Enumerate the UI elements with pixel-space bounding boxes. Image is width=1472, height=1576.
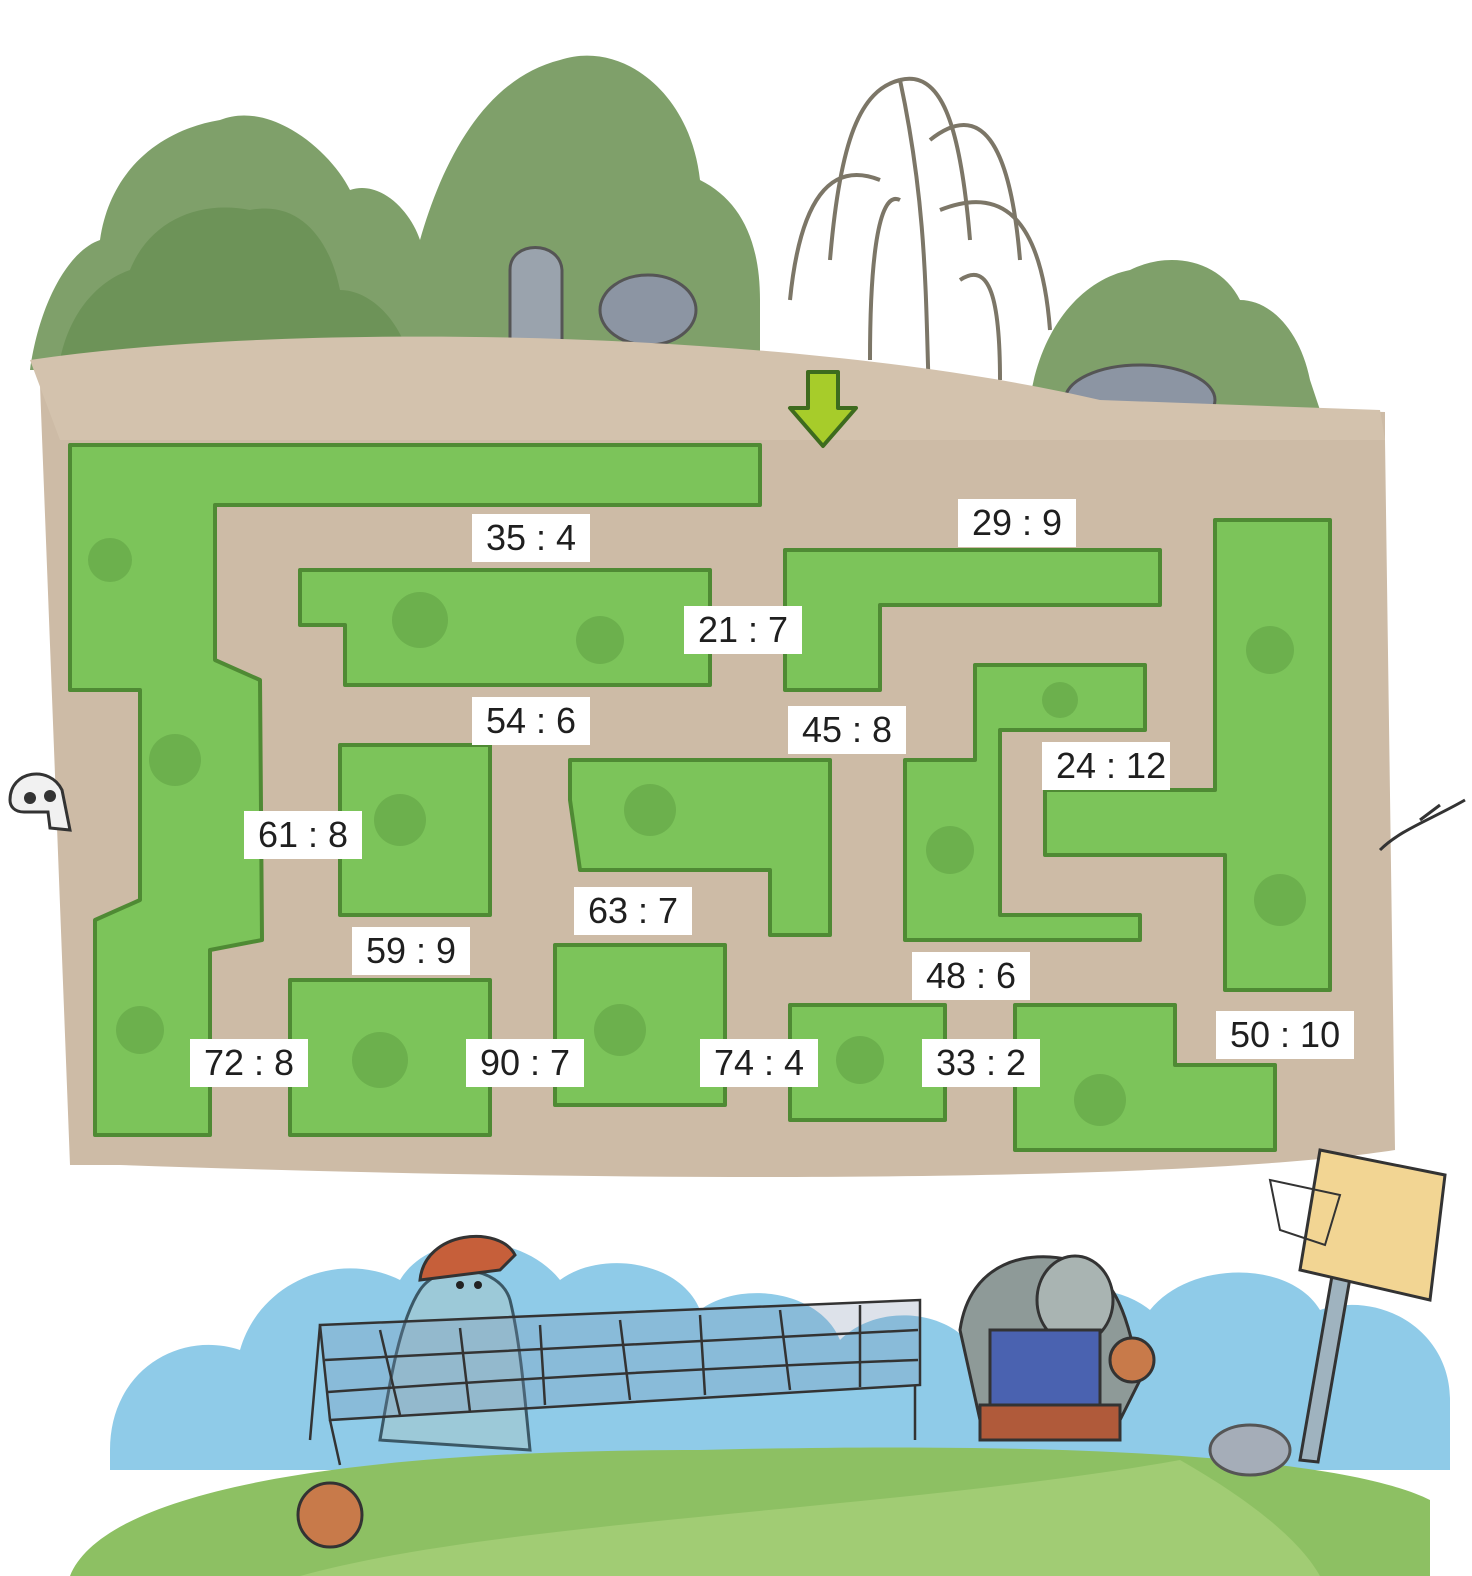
division-label: 29 : 9 [958,499,1076,547]
rock-top [600,275,696,345]
division-label: 74 : 4 [700,1039,818,1087]
division-label: 63 : 7 [574,887,692,935]
division-label: 33 : 2 [922,1039,1040,1087]
division-label: 61 : 8 [244,811,362,859]
rock-bottom [1210,1425,1290,1475]
hedge-upper-middle [300,570,710,685]
ball-icon [298,1483,362,1547]
dead-branch-icon [1380,800,1465,850]
division-label: 48 : 6 [912,952,1030,1000]
ball-icon [1110,1338,1154,1382]
division-label: 21 : 7 [684,606,802,654]
division-label: 72 : 8 [190,1039,308,1087]
division-label: 54 : 6 [472,697,590,745]
division-label: 90 : 7 [466,1039,584,1087]
tombstone-icon [510,248,562,346]
division-label: 24 : 12 [1042,742,1170,790]
division-label: 59 : 9 [352,927,470,975]
division-label: 35 : 4 [472,514,590,562]
division-label: 50 : 10 [1216,1011,1354,1059]
division-label: 45 : 8 [788,706,906,754]
